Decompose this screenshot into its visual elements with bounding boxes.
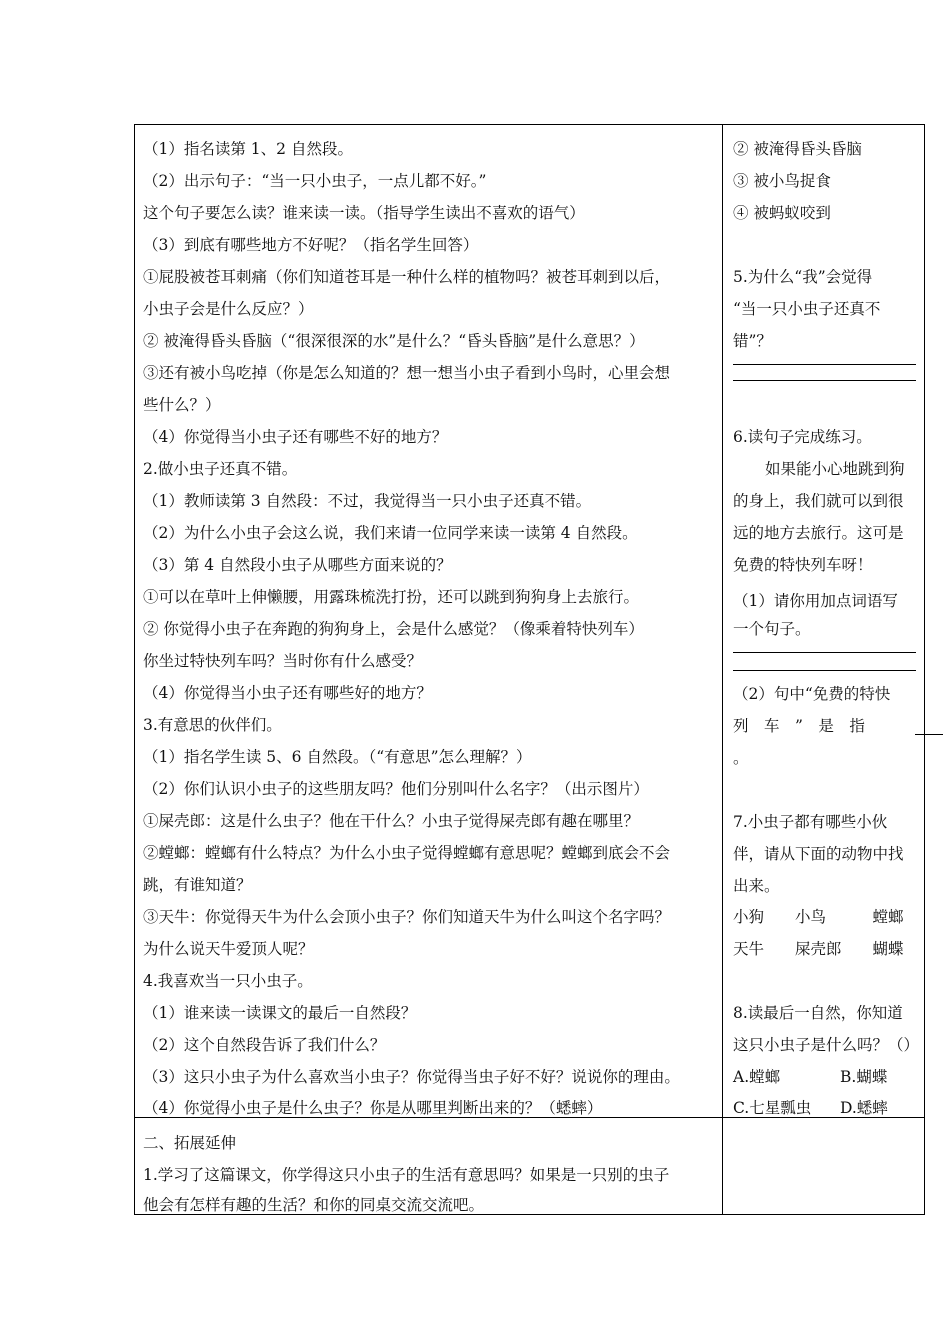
text-line: 为什么说天牛爱顶人呢？: [143, 940, 314, 958]
text-line: ①屎壳郎：这是什么虫子？他在干什么？小虫子觉得屎壳郎有趣在哪里？: [143, 812, 640, 830]
text-line: 些什么？）: [143, 396, 221, 414]
answer-blank[interactable]: [733, 670, 916, 671]
text-line: 这个句子要怎么读？谁来读一读。（指导学生读出不喜欢的语气）: [143, 204, 585, 222]
text-line: （4）你觉得当小虫子还有哪些不好的地方？: [143, 428, 448, 446]
text-line: （2）出示句子：“当一只小虫子，一点儿都不好。”: [143, 172, 487, 190]
text-line: （2）这个自然段告诉了我们什么？: [143, 1036, 386, 1054]
text-line: ③ 被小鸟捉食: [733, 172, 831, 190]
passage-line: 如果能小心地跳到狗: [765, 460, 905, 478]
answer-blank[interactable]: [733, 380, 916, 381]
text-line: 出来。: [733, 877, 780, 895]
text-line: （3）第 4 自然段小虫子从哪些方面来说的？: [143, 556, 452, 574]
text-line: 这只小虫子是什么吗？（）: [733, 1036, 920, 1054]
choice-a: A.螳螂: [733, 1068, 781, 1086]
text-line: （1）请你用加点词语写: [733, 592, 898, 610]
text-line: 。: [733, 749, 749, 767]
answer-blank[interactable]: [915, 734, 943, 735]
text-line: （2）为什么小虫子会这么说，我们来请一位同学来读一读第 4 自然段。: [143, 524, 638, 542]
text-line: （1）指名读第 1、2 自然段。: [143, 140, 353, 158]
animal-options: 小狗 小鸟 螳螂: [733, 908, 904, 926]
answer-blank[interactable]: [733, 652, 916, 653]
text-line: 跳，有谁知道？: [143, 876, 252, 894]
text-line: ② 被淹得昏头昏脑（“很深很深的水”是什么？“昏头昏脑”是什么意思？）: [143, 332, 645, 350]
text-line: “当一只小虫子还真不: [733, 300, 881, 318]
text-line: （4）你觉得小虫子是什么虫子？你是从哪里判断出来的？（蟋蟀）: [143, 1099, 603, 1117]
section-heading: 2.做小虫子还真不错。: [143, 460, 298, 478]
text-line: ③还有被小鸟吃掉（你是怎么知道的？想一想当小虫子看到小鸟时，心里会想: [143, 364, 671, 382]
question-6: 6.读句子完成练习。: [733, 428, 872, 446]
section-heading: 3.有意思的伙伴们。: [143, 716, 282, 734]
column-divider: [722, 124, 723, 1215]
question-8: 8.读最后一自然，你知道: [733, 1004, 903, 1022]
text-line: 小虫子会是什么反应？）: [143, 300, 314, 318]
text-line: （1）谁来读一读课文的最后一自然段？: [143, 1004, 417, 1022]
text-line: （1）指名学生读 5、6 自然段。（“有意思”怎么理解？）: [143, 748, 532, 766]
question-7: 7.小虫子都有哪些小伙: [733, 813, 888, 831]
text-line: ①屁股被苍耳刺痛（你们知道苍耳是一种什么样的植物吗？被苍耳刺到以后，: [143, 268, 671, 286]
animal-options: 天牛 屎壳郎 蝴蝶: [733, 940, 904, 958]
choice-b: B.蝴蝶: [840, 1068, 888, 1086]
text-line: 伴，请从下面的动物中找: [733, 845, 904, 863]
text-line: 一个句子。: [733, 620, 811, 638]
text-line: 1.学习了这篇课文，你学得这只小虫子的生活有意思吗？如果是一只别的虫子: [143, 1166, 670, 1184]
text-line: ② 你觉得小虫子在奔跑的狗狗身上，会是什么感觉？（像乘着特快列车）: [143, 620, 644, 638]
text-line: ③天牛：你觉得天牛为什么会顶小虫子？你们知道天牛为什么叫这个名字吗？: [143, 908, 671, 926]
choice-d: D.蟋蟀: [840, 1099, 888, 1117]
text-line: （3）这只小虫子为什么喜欢当小虫子？你觉得当虫子好不好？说说你的理由。: [143, 1068, 680, 1086]
section-heading: 4.我喜欢当一只小虫子。: [143, 972, 313, 990]
text-line: （1）教师读第 3 自然段：不过，我觉得当一只小虫子还真不错。: [143, 492, 592, 510]
answer-blank[interactable]: [733, 364, 916, 365]
text-line: 你坐过特快列车吗？当时你有什么感受？: [143, 652, 423, 670]
text-line: （3）到底有哪些地方不好呢？（指名学生回答）: [143, 236, 479, 254]
text-line: ①可以在草叶上伸懒腰，用露珠梳洗打扮，还可以跳到狗狗身上去旅行。: [143, 588, 640, 606]
text-line: 错”？: [733, 332, 772, 350]
question-5: 5.为什么“我”会觉得: [733, 268, 873, 286]
text-line: ④ 被蚂蚁咬到: [733, 204, 831, 222]
text-line: （4）你觉得当小虫子还有哪些好的地方？: [143, 684, 432, 702]
text-line: （2）句中“免费的特快: [733, 685, 891, 703]
section-heading: 二、拓展延伸: [143, 1134, 237, 1152]
text-line: 他会有怎样有趣的生活？和你的同桌交流交流吧。: [143, 1196, 485, 1214]
text-line: ②螳螂：螳螂有什么特点？为什么小虫子觉得螳螂有意思呢？螳螂到底会不会: [143, 844, 671, 862]
passage-line: 的身上，我们就可以到很: [733, 492, 904, 510]
passage-line: 远的地方去旅行。这可是: [733, 524, 904, 542]
text-line: ② 被淹得昏头昏脑: [733, 140, 862, 158]
passage-line: 免费的特快列车呀！: [733, 556, 873, 574]
text-line: 列 车 ” 是 指: [733, 717, 865, 735]
choice-c: C.七星瓢虫: [733, 1099, 812, 1117]
text-line: （2）你们认识小虫子的这些朋友吗？他们分别叫什么名字？（出示图片）: [143, 780, 649, 798]
